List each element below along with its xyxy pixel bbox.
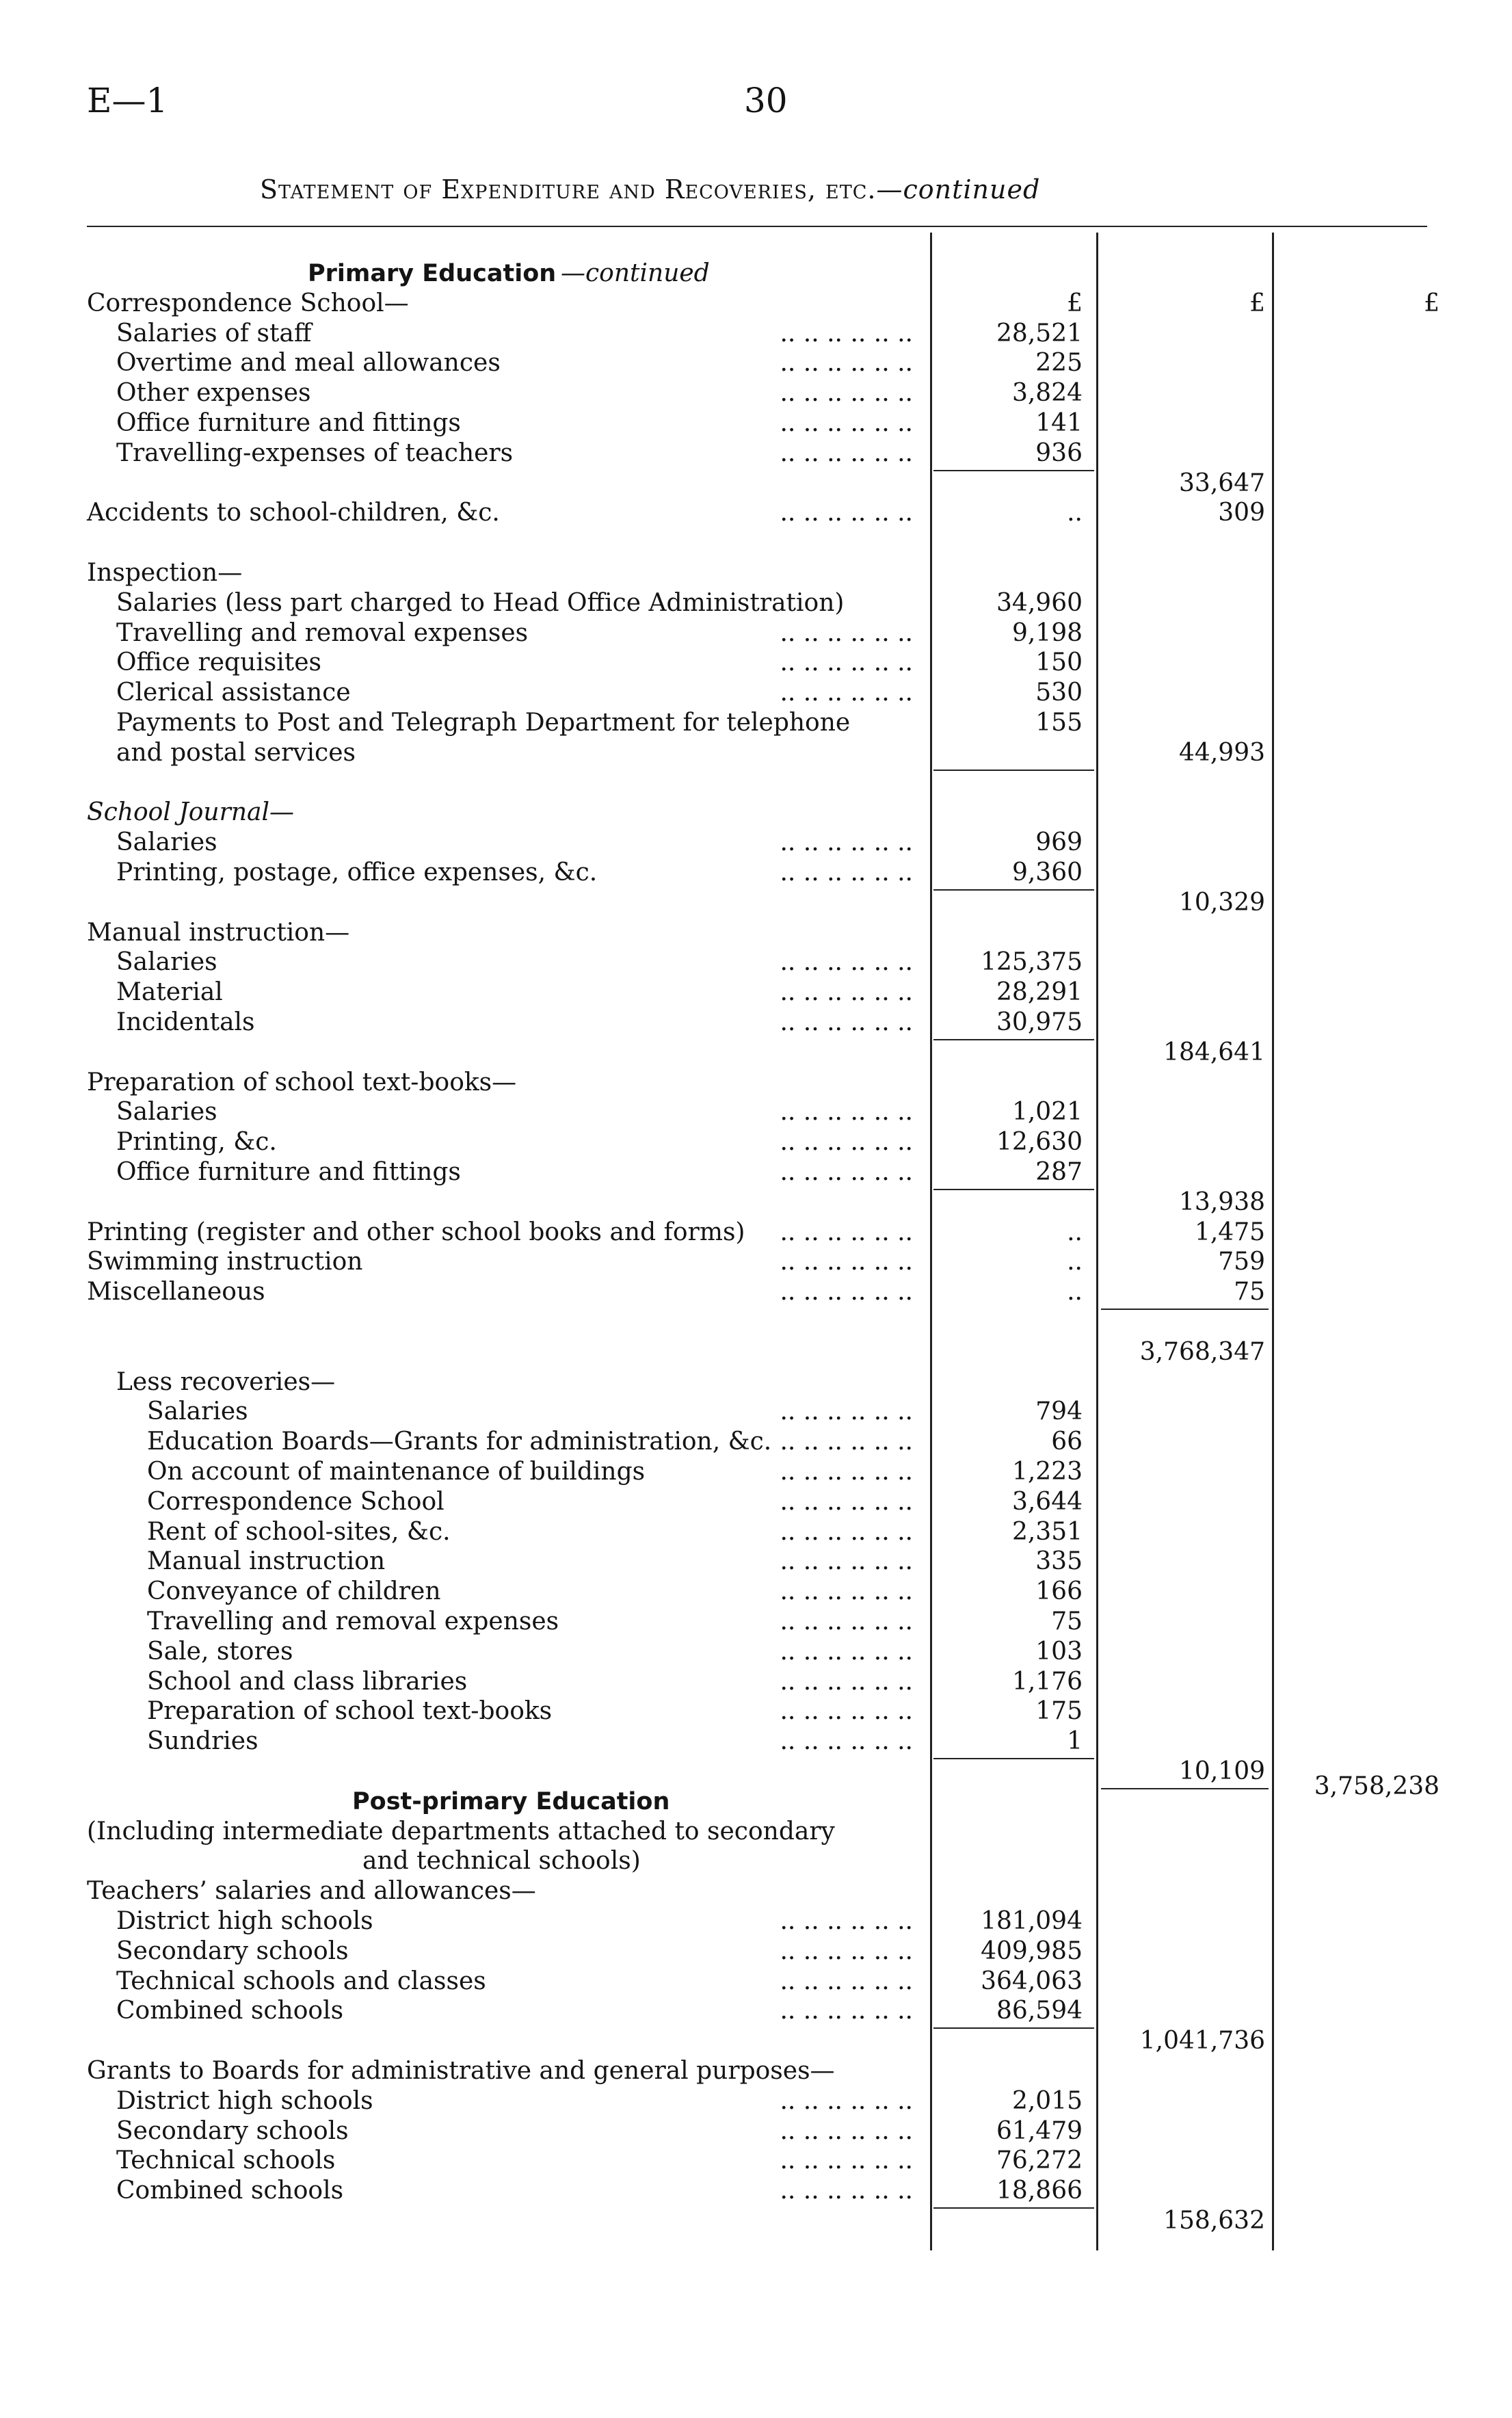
amount-c1: 76,272 xyxy=(996,2146,1083,2174)
amount-c1: 2,015 xyxy=(1011,2087,1083,2115)
leader-dots: .. .. .. .. .. .. xyxy=(780,1428,913,1456)
amount-c1: 18,866 xyxy=(996,2177,1083,2205)
leader-dots: .. .. .. .. .. .. xyxy=(780,978,913,1006)
row-label: Salaries of staff xyxy=(116,319,312,347)
amount-c1: .. xyxy=(1067,1248,1083,1276)
row-label: Salaries xyxy=(116,948,217,976)
amount-c1: .. xyxy=(1067,499,1083,527)
leader-dots: .. .. .. .. .. .. xyxy=(780,1967,913,1995)
amount-c1: 30,975 xyxy=(996,1008,1083,1036)
row-label: Sale, stores xyxy=(147,1638,293,1666)
amount-c1: 28,291 xyxy=(996,978,1083,1006)
table-row xyxy=(0,1397,1512,1427)
amount-c2: 10,329 xyxy=(1179,889,1265,917)
table-row xyxy=(0,348,1512,378)
leader-dots: .. .. .. .. .. .. xyxy=(780,1577,913,1605)
table-row xyxy=(0,1277,1512,1307)
leader-dots: .. .. .. .. .. .. xyxy=(780,679,913,707)
leader-dots: .. .. .. .. .. .. xyxy=(780,1907,913,1935)
table-row xyxy=(0,1637,1512,1667)
row-label: Travelling-expenses of teachers xyxy=(116,439,514,467)
table-row xyxy=(0,1307,1512,1337)
section-heading: Post-primary Education xyxy=(352,1788,670,1815)
table-row xyxy=(0,558,1512,588)
row-label: Sundries xyxy=(147,1727,258,1755)
amount-c2: 44,993 xyxy=(1179,739,1265,767)
table-row xyxy=(0,2086,1512,2116)
table-row xyxy=(0,528,1512,558)
row-label: Printing, &c. xyxy=(116,1128,277,1156)
row-label: Accidents to school-children, &c. xyxy=(87,499,500,527)
amount-c1: 181,094 xyxy=(981,1907,1083,1935)
row-label: Salaries xyxy=(116,1098,217,1126)
row-label: Other expenses xyxy=(116,379,311,407)
amount-c2: 1,041,736 xyxy=(1139,2027,1265,2055)
table-row xyxy=(0,888,1512,918)
table-row xyxy=(0,1187,1512,1218)
table-row xyxy=(0,1577,1512,1607)
leader-dots: .. .. .. .. .. .. xyxy=(780,1607,913,1635)
amount-c1: 12,630 xyxy=(996,1128,1083,1156)
amount-c2: 10,109 xyxy=(1179,1757,1265,1785)
table-row xyxy=(0,1906,1512,1936)
table-row xyxy=(0,1127,1512,1157)
section-heading-row xyxy=(0,259,1512,289)
amount-c1: 1,223 xyxy=(1011,1458,1083,1486)
page-number: 30 xyxy=(744,81,788,120)
table-row xyxy=(0,1517,1512,1547)
amount-c1: 125,375 xyxy=(981,948,1083,976)
table-row xyxy=(0,1487,1512,1517)
leader-dots: .. .. .. .. .. .. xyxy=(780,1697,913,1725)
table-row xyxy=(0,1337,1512,1367)
amount-c1: 61,479 xyxy=(996,2117,1083,2145)
leader-dots: .. .. .. .. .. .. xyxy=(780,1248,913,1276)
row-label: Secondary schools xyxy=(116,1937,349,1965)
table-row xyxy=(0,469,1512,499)
row-label: Teachers’ salaries and allowances— xyxy=(87,1877,536,1905)
amount-c1: 409,985 xyxy=(981,1937,1083,1965)
row-label: Preparation of school text-books— xyxy=(87,1068,517,1096)
title-continued: —continued xyxy=(876,174,1041,205)
row-label: Payments to Post and Telegraph Department for telephone xyxy=(116,709,851,737)
table-row xyxy=(0,708,1512,738)
table-row xyxy=(0,648,1512,678)
leader-dots: .. .. .. .. .. .. xyxy=(780,2087,913,2115)
leader-dots: .. .. .. .. .. .. xyxy=(780,648,913,676)
section-heading-suffix: —continued xyxy=(561,259,710,287)
table-row xyxy=(0,828,1512,858)
amount-c1: 1,176 xyxy=(1011,1668,1083,1696)
table-row xyxy=(0,1846,1512,1876)
amount-c1: 225 xyxy=(1035,349,1083,377)
row-label: Salaries xyxy=(147,1397,248,1425)
table-row xyxy=(0,2176,1512,2206)
amount-c1: 34,960 xyxy=(996,589,1083,617)
row-label: Manual instruction xyxy=(147,1547,386,1575)
leader-dots: .. .. .. .. .. .. xyxy=(780,409,913,437)
page-title xyxy=(260,174,1040,205)
row-label: Overtime and meal allowances xyxy=(116,349,501,377)
table-row xyxy=(0,2056,1512,2086)
row-label: (Including intermediate departments attached to secondary xyxy=(87,1817,835,1845)
table-row xyxy=(0,319,1512,349)
leader-dots: .. .. .. .. .. .. xyxy=(780,1098,913,1126)
table-row xyxy=(0,1996,1512,2026)
amount-c2: 759 xyxy=(1218,1248,1265,1276)
amount-c1: .. xyxy=(1067,1218,1083,1246)
row-label: Technical schools xyxy=(116,2146,336,2174)
table-row xyxy=(0,588,1512,618)
table-row xyxy=(0,1817,1512,1847)
row-label: Rent of school-sites, &c. xyxy=(147,1518,451,1546)
row-label: Salaries (less part charged to Head Office Administration) xyxy=(116,589,845,617)
amount-c2: 184,641 xyxy=(1163,1038,1265,1066)
amount-c1: 141 xyxy=(1035,409,1083,437)
row-label: Clerical assistance xyxy=(116,679,351,707)
amount-c1: 9,360 xyxy=(1011,858,1083,886)
table-row xyxy=(0,1757,1512,1787)
amount-c2: 75 xyxy=(1234,1278,1265,1306)
table-row xyxy=(0,2026,1512,2056)
table-row xyxy=(0,2146,1512,2176)
leader-dots: .. .. .. .. .. .. xyxy=(780,1278,913,1306)
table-row xyxy=(0,1936,1512,1967)
row-label: Salaries xyxy=(116,828,217,856)
leader-dots: .. .. .. .. .. .. xyxy=(780,1937,913,1965)
amount-c1: 3,644 xyxy=(1011,1488,1083,1516)
table-row xyxy=(0,498,1512,528)
table-row xyxy=(0,1367,1512,1397)
leader-dots: .. .. .. .. .. .. xyxy=(780,1218,913,1246)
amount-c1: 1 xyxy=(1067,1727,1083,1755)
amount-c3: £ xyxy=(1424,289,1440,317)
row-label: On account of maintenance of buildings xyxy=(147,1458,646,1486)
table-row xyxy=(0,768,1512,798)
amount-c1: 1,021 xyxy=(1011,1098,1083,1126)
amount-c1: 530 xyxy=(1035,679,1083,707)
amount-c1: .. xyxy=(1067,1278,1083,1306)
row-label: Correspondence School— xyxy=(87,289,409,317)
amount-c2: 309 xyxy=(1218,499,1265,527)
leader-dots: .. .. .. .. .. .. xyxy=(780,1997,913,2025)
row-label: School Journal— xyxy=(87,798,294,826)
leader-dots: .. .. .. .. .. .. xyxy=(780,948,913,976)
leader-dots: .. .. .. .. .. .. xyxy=(780,1397,913,1425)
row-label: Grants to Boards for administrative and general purposes— xyxy=(87,2057,835,2085)
row-label: Travelling and removal expenses xyxy=(116,619,529,647)
table-row xyxy=(0,1696,1512,1726)
amount-c2: 1,475 xyxy=(1194,1218,1265,1246)
document-reference: E—1 xyxy=(87,81,168,120)
amount-c1: 166 xyxy=(1035,1577,1083,1605)
table-row xyxy=(0,1038,1512,1068)
leader-dots: .. .. .. .. .. .. xyxy=(780,1008,913,1036)
table-row xyxy=(0,378,1512,408)
amount-c1: 794 xyxy=(1035,1397,1083,1425)
row-label: Printing (register and other school books and forms) xyxy=(87,1218,745,1246)
row-label: Travelling and removal expenses xyxy=(147,1607,559,1635)
amount-c1: 66 xyxy=(1051,1428,1083,1456)
amount-c2: 13,938 xyxy=(1179,1188,1265,1216)
table-row xyxy=(0,918,1512,948)
leader-dots: .. .. .. .. .. .. xyxy=(780,499,913,527)
amount-c1: 175 xyxy=(1035,1697,1083,1725)
amount-c1: 150 xyxy=(1035,648,1083,676)
row-label: Combined schools xyxy=(116,1997,344,2025)
table-row xyxy=(0,947,1512,977)
leader-dots: .. .. .. .. .. .. xyxy=(780,1668,913,1696)
row-label: District high schools xyxy=(116,1907,373,1935)
leader-dots: .. .. .. .. .. .. xyxy=(780,828,913,856)
table-row xyxy=(0,977,1512,1008)
table-row xyxy=(0,1876,1512,1906)
row-label: Combined schools xyxy=(116,2177,344,2205)
leader-dots: .. .. .. .. .. .. xyxy=(780,1727,913,1755)
leader-dots: .. .. .. .. .. .. xyxy=(780,349,913,377)
table-row xyxy=(0,289,1512,319)
row-label: Conveyance of children xyxy=(147,1577,441,1605)
section-heading-row xyxy=(0,1772,1512,1817)
leader-dots: .. .. .. .. .. .. xyxy=(780,2146,913,2174)
row-label: Preparation of school text-books xyxy=(147,1697,553,1725)
row-label: Technical schools and classes xyxy=(116,1967,486,1995)
row-label: Printing, postage, office expenses, &c. xyxy=(116,858,598,886)
row-label: District high schools xyxy=(116,2087,373,2115)
amount-c1: 3,824 xyxy=(1011,379,1083,407)
table-row xyxy=(0,438,1512,469)
row-label: Office furniture and fittings xyxy=(116,1158,461,1186)
leader-dots: .. .. .. .. .. .. xyxy=(780,1518,913,1546)
table-row xyxy=(0,2206,1512,2236)
leader-dots: .. .. .. .. .. .. xyxy=(780,1128,913,1156)
table-row xyxy=(0,1427,1512,1457)
leader-dots: .. .. .. .. .. .. xyxy=(780,858,913,886)
table-row xyxy=(0,1667,1512,1697)
row-label: Material xyxy=(116,978,223,1006)
row-label: Correspondence School xyxy=(147,1488,445,1516)
leader-dots: .. .. .. .. .. .. xyxy=(780,1547,913,1575)
leader-dots: .. .. .. .. .. .. xyxy=(780,439,913,467)
row-label: School and class libraries xyxy=(147,1668,468,1696)
table-row xyxy=(0,2116,1512,2146)
row-label: Office requisites xyxy=(116,648,322,676)
section-heading: Primary Education xyxy=(308,260,557,287)
table-row xyxy=(0,1726,1512,1757)
title-text: Statement of Expenditure and Recoveries, etc. xyxy=(260,174,877,205)
amount-c1: 103 xyxy=(1035,1638,1083,1666)
leader-dots: .. .. .. .. .. .. xyxy=(780,319,913,347)
table-row xyxy=(0,1547,1512,1577)
table-row xyxy=(0,1247,1512,1277)
leader-dots: .. .. .. .. .. .. xyxy=(780,2177,913,2205)
amount-c2: £ xyxy=(1249,289,1265,317)
leader-dots: .. .. .. .. .. .. xyxy=(780,1158,913,1186)
amount-c1: 2,351 xyxy=(1011,1518,1083,1546)
row-label: Swimming instruction xyxy=(87,1248,363,1276)
row-label: Office furniture and fittings xyxy=(116,409,461,437)
amount-c1: 9,198 xyxy=(1011,619,1083,647)
row-label: Less recoveries— xyxy=(116,1368,336,1396)
table-row xyxy=(0,1068,1512,1098)
amount-c2: 33,647 xyxy=(1179,469,1265,497)
table-row xyxy=(0,1218,1512,1248)
table-row xyxy=(0,858,1512,888)
row-label: Incidentals xyxy=(116,1008,255,1036)
table-row xyxy=(0,618,1512,648)
amount-c2: 158,632 xyxy=(1163,2207,1265,2235)
row-label: Education Boards—Grants for administration, &c. xyxy=(147,1428,772,1456)
amount-c1: 364,063 xyxy=(981,1967,1083,1995)
table-row xyxy=(0,798,1512,828)
table-row xyxy=(0,1607,1512,1637)
leader-dots: .. .. .. .. .. .. xyxy=(780,2117,913,2145)
row-label: Secondary schools xyxy=(116,2117,349,2145)
table-row xyxy=(0,738,1512,768)
amount-c3: 3,758,238 xyxy=(1314,1772,1440,1800)
row-label: Inspection— xyxy=(87,559,243,587)
row-label: and technical schools) xyxy=(362,1847,641,1875)
table-row xyxy=(0,1457,1512,1487)
row-label: Manual instruction— xyxy=(87,919,350,947)
row-label: Miscellaneous xyxy=(87,1278,265,1306)
amount-c1: 155 xyxy=(1035,709,1083,737)
table-row xyxy=(0,1967,1512,1997)
table-row xyxy=(0,678,1512,708)
amount-c1: 969 xyxy=(1035,828,1083,856)
amount-c1: 287 xyxy=(1035,1158,1083,1186)
leader-dots: .. .. .. .. .. .. xyxy=(780,1458,913,1486)
amount-c1: £ xyxy=(1067,289,1083,317)
leader-dots: .. .. .. .. .. .. xyxy=(780,1488,913,1516)
table-row xyxy=(0,1097,1512,1127)
leader-dots: .. .. .. .. .. .. xyxy=(780,1638,913,1666)
amount-c1: 936 xyxy=(1035,439,1083,467)
leader-dots: .. .. .. .. .. .. xyxy=(780,379,913,407)
leader-dots: .. .. .. .. .. .. xyxy=(780,619,913,647)
row-label: and postal services xyxy=(116,739,356,767)
amount-c1: 86,594 xyxy=(996,1997,1083,2025)
amount-c1: 335 xyxy=(1035,1547,1083,1575)
amount-c2: 3,768,347 xyxy=(1139,1338,1265,1366)
amount-c1: 28,521 xyxy=(996,319,1083,347)
table-row xyxy=(0,1157,1512,1187)
table-row xyxy=(0,408,1512,438)
amount-c1: 75 xyxy=(1051,1607,1083,1635)
top-rule xyxy=(87,226,1427,227)
table-row xyxy=(0,1008,1512,1038)
